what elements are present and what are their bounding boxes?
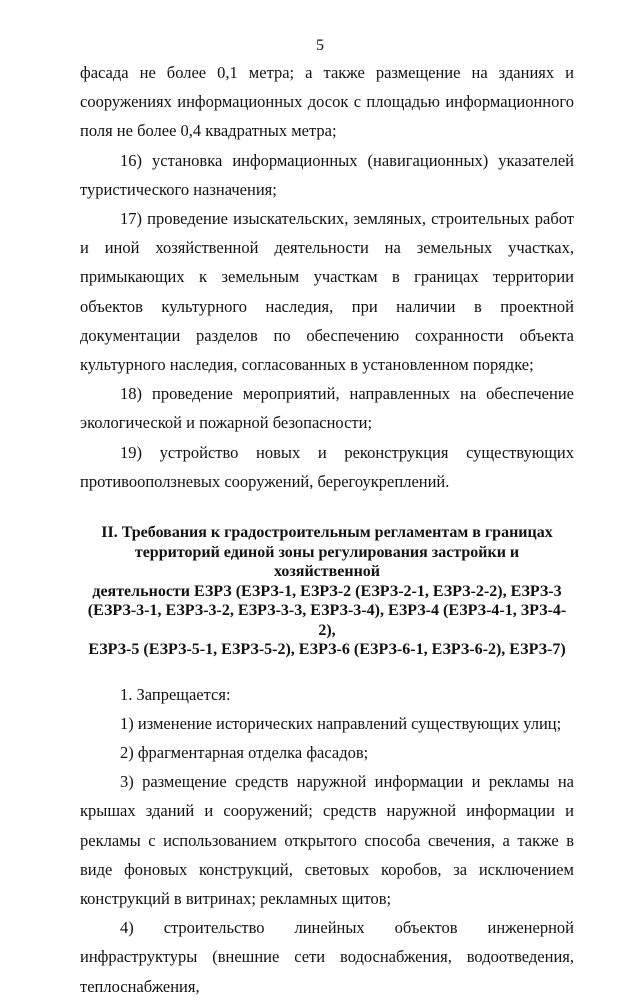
paragraph-top-0: фасада не более 0,1 метра; а также размещение на зданиях и сооружениях информационных досок с площадью информационного поля не более 0,4 квадратных метра; [80,63,574,141]
section-heading-line: (ЕЗРЗ-3-1, ЕЗРЗ-3-2, ЕЗРЗ-3-3, ЕЗРЗ-3-4), ЕЗРЗ-4 (ЕЗРЗ-4-1, ЗРЗ-4-2), [87,602,567,639]
section-heading-line: деятельности ЕЗРЗ (ЕЗРЗ-1, ЕЗРЗ-2 (ЕЗРЗ-2-1, ЕЗРЗ-2-2), ЕЗРЗ-3 [92,582,562,600]
paragraph-top-4: 19) устройство новых и реконструкция существующих противооползневых сооружений, берегоукреплений. [80,442,574,491]
section-heading-line: территорий единой зоны регулирования застройки и хозяйственной [134,543,520,581]
document-body [80,58,574,1001]
paragraph-bottom-2: 2) фрагментарная отделка фасадов; [120,742,369,762]
paragraph-bottom-0: 1. Запрещается: [120,684,231,704]
section-heading-line: II. Требования к градостроительным регламентам в границах [101,524,553,542]
page-number: 5 [316,37,324,54]
paragraph-top-1: 16) установка информационных (навигационных) указателей туристического назначения; [80,150,574,199]
paragraph-top-3: 18) проведение мероприятий, направленных на обеспечение экологической и пожарной безопасности; [80,384,574,433]
paragraph-bottom-3: 3) размещение средств наружной информации и рекламы на крышах зданий и сооружений; средств наружной информации и рекламы с использованием открытого способа свечения, а также в виде фоновых конструкций, световых коробов, за исключением конструкций в витринах; рекламных щитов; [80,772,574,908]
section-heading-line: ЕЗРЗ-5 (ЕЗРЗ-5-1, ЕЗРЗ-5-2), ЕЗРЗ-6 (ЕЗРЗ-6-1, ЕЗРЗ-6-2), ЕЗРЗ-7) [88,641,566,659]
paragraph-top-2: 17) проведение изыскательских, земляных, строительных работ и иной хозяйственной деятельности на земельных участках, примыкающих к земельным участкам в границах территории объектов культурного наследия, при наличии в проектной документации разделов по обеспечению сохранности объекта культурного наследия, согласованных в установленном порядке; [80,209,574,375]
paragraph-bottom-1: 1) изменение исторических направлений существующих улиц; [120,713,562,733]
section-heading [80,523,574,660]
paragraph-bottom-4: 4) строительство линейных объектов инженерной инфраструктуры (внешние сети водоснабжения, водоотведения, теплоснабжения, [80,918,574,996]
